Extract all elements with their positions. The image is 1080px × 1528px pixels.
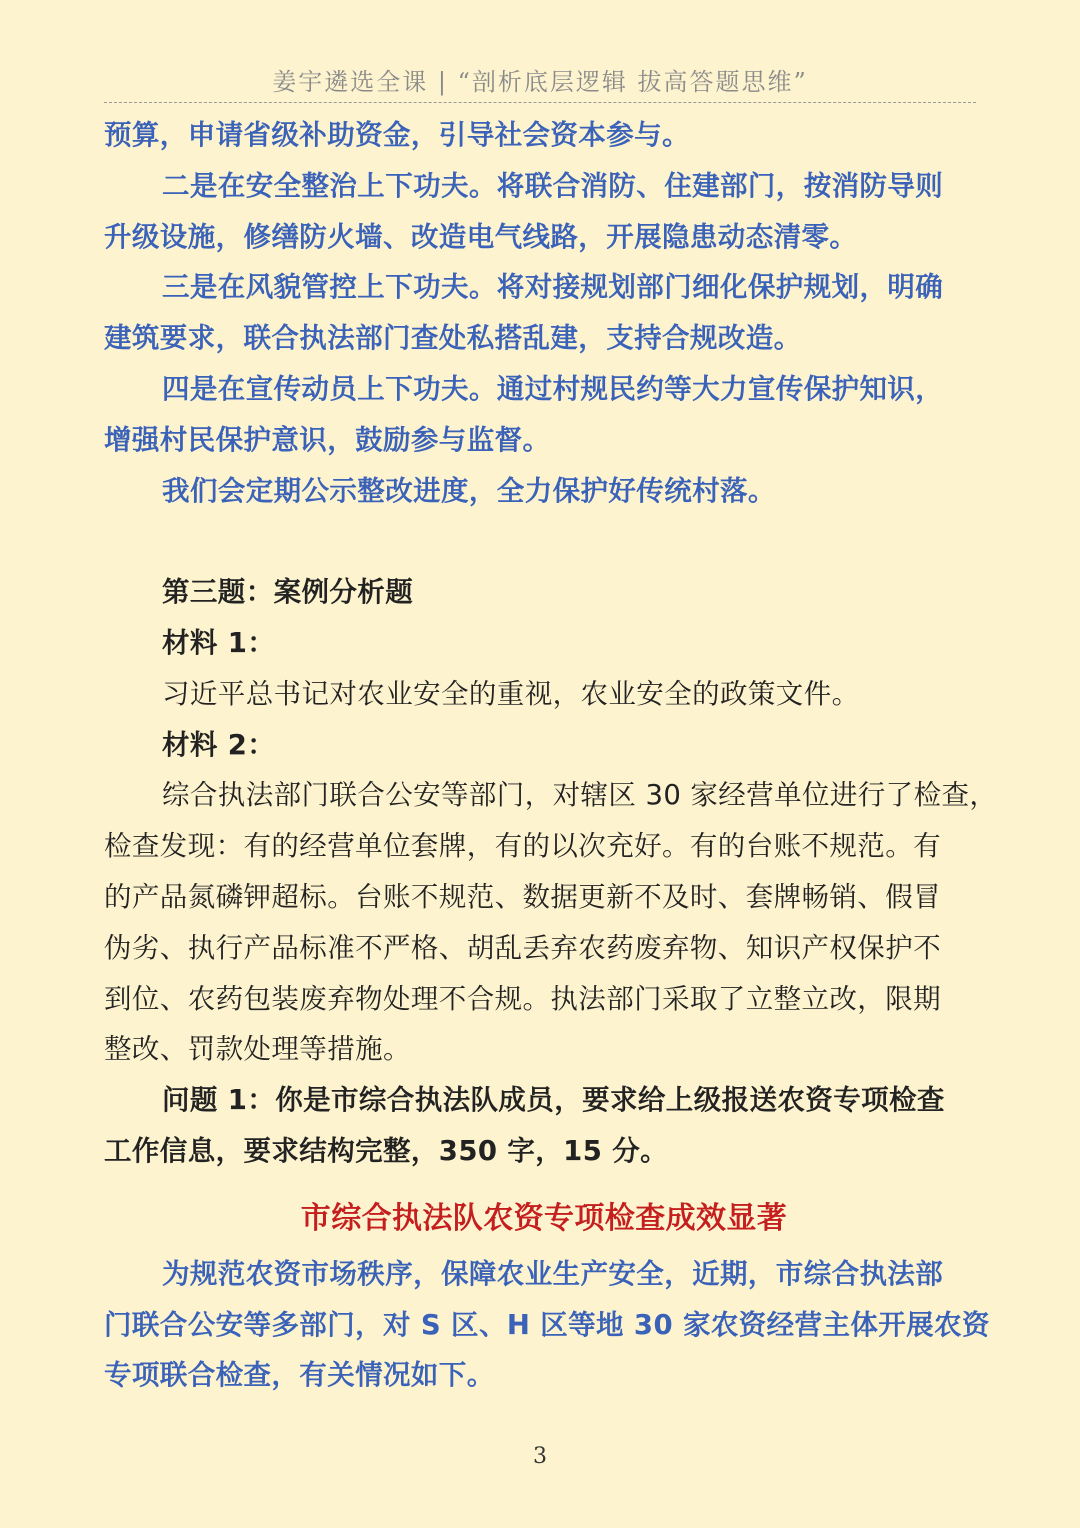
- material1-label: 材料 1：: [162, 626, 276, 659]
- paragraph-line: 三是在风貌管控上下功夫。将对接规划部门细化保护规划，明确: [162, 271, 944, 304]
- paragraph-line: 预算，申请省级补助资金，引导社会资本参与。: [104, 119, 690, 151]
- answer-line: 专项联合检查，有关情况如下。: [104, 1359, 495, 1392]
- material2-line: 综合执法部门联合公安等部门，对辖区 30 家经营单位进行了检查，: [162, 779, 998, 812]
- paragraph-line: 建筑要求，联合执法部门查处私搭乱建，支持合规改造。: [104, 322, 802, 355]
- paragraph-line: 二是在安全整治上下功夫。将联合消防、住建部门，按消防导则: [162, 169, 944, 202]
- problem1-line: 问题 1：你是市综合执法队成员，要求给上级报送农资专项检查: [162, 1084, 945, 1117]
- material2-label: 材料 2：: [162, 728, 276, 761]
- material2-line: 伪劣、执行产品标准不严格、胡乱丢弃农药废弃物、知识产权保护不: [104, 931, 941, 964]
- page-content: [104, 110, 998, 1401]
- problem1-line: 工作信息，要求结构完整，350 字，15 分。: [104, 1134, 669, 1167]
- answer-line: 门联合公安等多部门，对 S 区、H 区等地 30 家农资经营主体开展农资: [104, 1308, 990, 1341]
- page-header: 姜宇遴选全课 | “剖析底层逻辑 拔高答题思维”: [104, 62, 976, 103]
- paragraph-line: 四是在宣传动员上下功夫。通过村规民约等大力宣传保护知识，: [162, 372, 944, 405]
- material2-line: 整改、罚款处理等措施。: [104, 1033, 411, 1066]
- material2-line: 到位、农药包装废弃物处理不合规。执法部门采取了立整立改，限期: [104, 982, 941, 1015]
- answer-line: 为规范农资市场秩序，保障农业生产安全，近期，市综合执法部: [162, 1257, 944, 1290]
- paragraph-line: 我们会定期公示整改进度，全力保护好传统村落。: [162, 474, 776, 507]
- material2-line: 的产品氮磷钾超标。台账不规范、数据更新不及时、套牌畅销、假冒: [104, 880, 941, 913]
- paragraph-line: 升级设施，修缮防火墙、改造电气线路，开展隐患动态清零。: [104, 220, 858, 253]
- spacer: [104, 516, 984, 567]
- material1-text: 习近平总书记对农业安全的重视，农业安全的政策文件。: [162, 677, 860, 710]
- question-title: 第三题：案例分析题: [162, 576, 414, 609]
- answer-title: 市综合执法队农资专项检查成效显著: [300, 1200, 788, 1236]
- material2-line: 检查发现：有的经营单位套牌，有的以次充好。有的台账不规范。有: [104, 830, 941, 863]
- page-number: 3: [533, 1444, 547, 1469]
- paragraph-line: 增强村民保护意识，鼓励参与监督。: [104, 423, 551, 456]
